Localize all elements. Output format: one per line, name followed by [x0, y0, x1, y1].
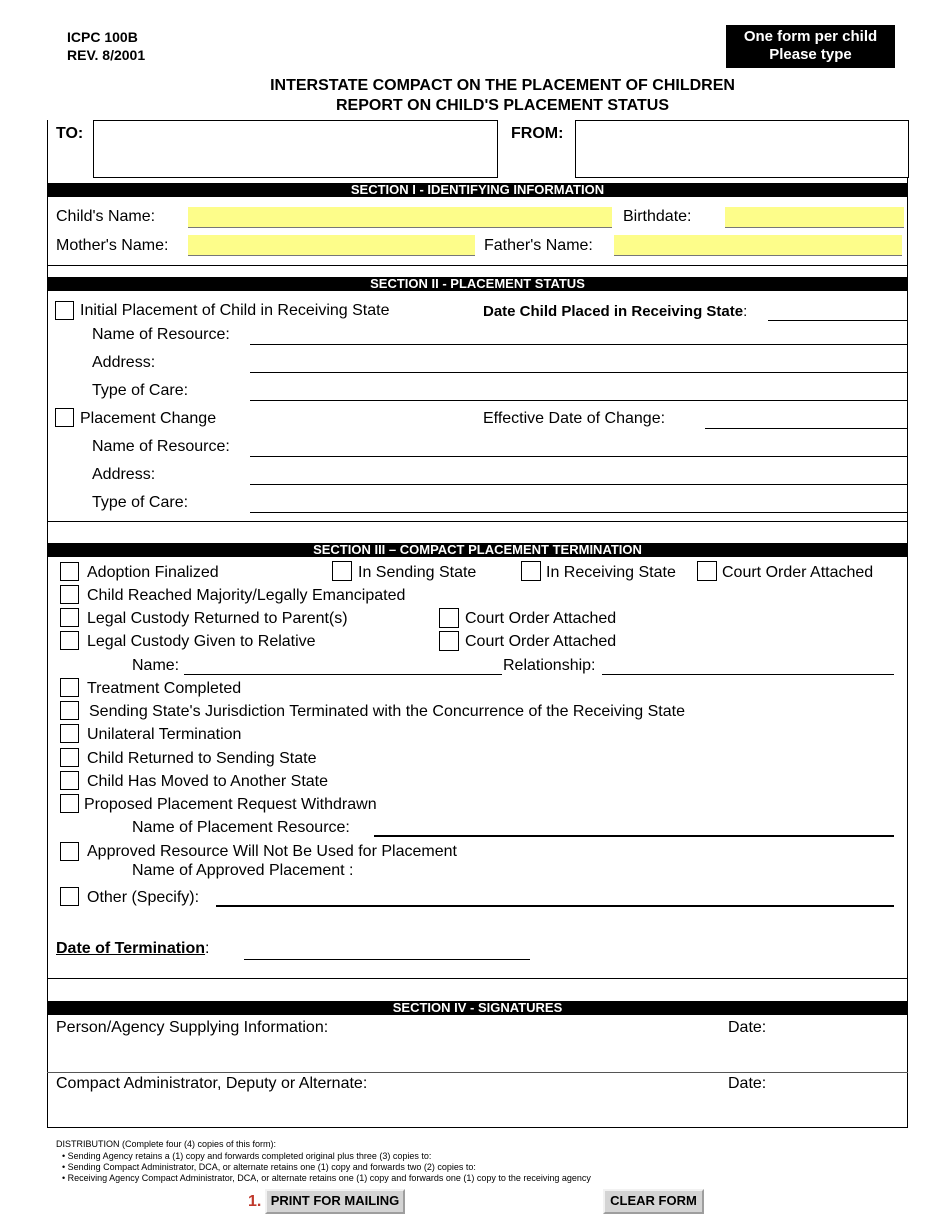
mother-name-field[interactable]	[188, 235, 475, 256]
name-of-resource-label-1: Name of Resource:	[92, 326, 230, 343]
in-receiving-state-label: In Receiving State	[546, 564, 676, 581]
name-of-resource-field-2[interactable]	[250, 438, 907, 457]
frame-right	[907, 178, 908, 1128]
effective-date-field[interactable]	[705, 410, 907, 429]
adoption-court-order-checkbox[interactable]	[697, 561, 717, 581]
name-of-resource-field-1[interactable]	[250, 326, 907, 345]
date-of-termination-wrap	[56, 940, 210, 958]
date-of-termination-label: Date of Termination	[56, 940, 206, 957]
date-placed-label-wrap	[483, 303, 747, 320]
initial-placement-label: Initial Placement of Child in Receiving State	[80, 302, 390, 319]
clear-form-button[interactable]: CLEAR FORM	[603, 1189, 704, 1214]
custody-returned-label: Legal Custody Returned to Parent(s)	[87, 610, 348, 627]
approved-placement-name-label: Name of Approved Placement :	[132, 862, 354, 879]
from-field[interactable]	[575, 120, 909, 178]
person-agency-date-label: Date:	[728, 1019, 767, 1036]
other-specify-label: Other (Specify):	[87, 889, 200, 906]
type-of-care-label-2: Type of Care:	[92, 494, 189, 511]
type-of-care-label-1: Type of Care:	[92, 382, 189, 399]
compact-admin-label: Compact Administrator, Deputy or Alternate:	[56, 1075, 368, 1092]
treatment-completed-label: Treatment Completed	[87, 680, 242, 697]
to-from-divider	[497, 120, 498, 178]
date-of-termination-colon: :	[205, 940, 210, 957]
approved-not-used-checkbox[interactable]	[60, 842, 79, 861]
title-line-2: REPORT ON CHILD'S PLACEMENT STATUS	[336, 97, 669, 114]
distribution-title: DISTRIBUTION (Complete four (4) copies of this form):	[56, 1139, 277, 1149]
compact-admin-signature-area[interactable]	[48, 1073, 907, 1127]
request-withdrawn-label: Proposed Placement Request Withdrawn	[84, 796, 377, 813]
date-placed-field[interactable]	[768, 302, 907, 321]
type-of-care-field-1[interactable]	[250, 382, 907, 401]
relationship-field[interactable]	[602, 657, 894, 675]
custody-relative-court-order-checkbox[interactable]	[439, 631, 459, 651]
frame-left	[47, 120, 48, 1128]
form-id: ICPC 100B	[67, 29, 138, 45]
relationship-label: Relationship:	[503, 657, 596, 674]
treatment-completed-checkbox[interactable]	[60, 678, 79, 697]
birthdate-field[interactable]	[725, 207, 904, 228]
frame-bottom	[47, 1127, 908, 1128]
custody-relative-checkbox[interactable]	[60, 631, 79, 650]
placement-resource-name-field[interactable]	[374, 818, 894, 837]
section-2-header: SECTION II - PLACEMENT STATUS	[47, 277, 908, 291]
type-of-care-field-2[interactable]	[250, 494, 907, 513]
majority-checkbox[interactable]	[60, 585, 79, 604]
initial-placement-checkbox[interactable]	[55, 301, 74, 320]
adoption-finalized-label: Adoption Finalized	[87, 564, 219, 581]
custody-returned-court-order-label: Court Order Attached	[465, 610, 617, 627]
section-1-bottom-rule	[47, 265, 908, 266]
distribution-item-2: • Sending Compact Administrator, DCA, or alternate retains one (1) copy and forwards two (2) copies to:	[62, 1162, 476, 1172]
request-withdrawn-checkbox[interactable]	[60, 794, 79, 813]
section-2-bottom-rule	[47, 521, 908, 522]
person-agency-label: Person/Agency Supplying Information:	[56, 1019, 329, 1036]
custody-relative-court-order-label: Court Order Attached	[465, 633, 617, 650]
compact-admin-date-label: Date:	[728, 1075, 767, 1092]
child-moved-label: Child Has Moved to Another State	[87, 773, 329, 790]
other-specify-field[interactable]	[216, 889, 894, 907]
address-field-1[interactable]	[250, 354, 907, 373]
mother-name-label: Mother's Name:	[56, 237, 169, 254]
placement-change-label: Placement Change	[80, 410, 217, 427]
in-receiving-state-checkbox[interactable]	[521, 561, 541, 581]
child-returned-label: Child Returned to Sending State	[87, 750, 317, 767]
in-sending-state-label: In Sending State	[358, 564, 477, 581]
adoption-court-order-label: Court Order Attached	[722, 564, 874, 581]
custody-relative-label: Legal Custody Given to Relative	[87, 633, 316, 650]
section-1-header: SECTION I - IDENTIFYING INFORMATION	[47, 183, 908, 197]
name-of-resource-label-2: Name of Resource:	[92, 438, 230, 455]
to-field[interactable]	[93, 120, 498, 178]
father-name-label: Father's Name:	[484, 237, 593, 254]
in-sending-state-checkbox[interactable]	[332, 561, 352, 581]
jurisdiction-terminated-label: Sending State's Jurisdiction Terminated with the Concurrence of the Receiving State	[89, 703, 685, 720]
child-returned-checkbox[interactable]	[60, 748, 79, 767]
placement-change-checkbox[interactable]	[55, 408, 74, 427]
print-for-mailing-button[interactable]: PRINT FOR MAILING	[265, 1189, 405, 1214]
majority-label: Child Reached Majority/Legally Emancipated	[87, 587, 406, 604]
effective-date-label: Effective Date of Change:	[483, 410, 666, 427]
address-field-2[interactable]	[250, 466, 907, 485]
relative-name-field[interactable]	[184, 657, 502, 675]
section-3-header: SECTION III – COMPACT PLACEMENT TERMINATION	[47, 543, 908, 557]
custody-returned-checkbox[interactable]	[60, 608, 79, 627]
unilateral-termination-checkbox[interactable]	[60, 724, 79, 743]
custody-returned-court-order-checkbox[interactable]	[439, 608, 459, 628]
to-label: TO:	[56, 125, 84, 142]
jurisdiction-terminated-checkbox[interactable]	[60, 701, 79, 720]
address-label-1: Address:	[92, 354, 156, 371]
form-revision: REV. 8/2001	[67, 47, 146, 63]
step-number: 1.	[248, 1193, 262, 1210]
date-placed-colon: :	[743, 303, 748, 320]
title-line-1: INTERSTATE COMPACT ON THE PLACEMENT OF CHILDREN	[270, 77, 735, 94]
child-moved-checkbox[interactable]	[60, 771, 79, 790]
section-4-header: SECTION IV - SIGNATURES	[47, 1001, 908, 1015]
section-3-bottom-rule	[47, 978, 908, 979]
from-label: FROM:	[511, 125, 564, 142]
notice-box	[726, 25, 895, 68]
distribution-item-3: • Receiving Agency Compact Administrator, DCA, or alternate retains one (1) copy and forwards one (1) copy to the receiving agency	[62, 1173, 591, 1183]
page-title	[150, 76, 855, 116]
child-name-field[interactable]	[188, 207, 612, 228]
date-of-termination-field[interactable]	[244, 941, 530, 960]
relative-name-label: Name:	[132, 657, 180, 674]
address-label-2: Address:	[92, 466, 156, 483]
person-agency-signature-area[interactable]	[48, 1016, 907, 1072]
birthdate-label: Birthdate:	[623, 208, 692, 225]
child-name-label: Child's Name:	[56, 208, 156, 225]
distribution-item-1: • Sending Agency retains a (1) copy and forwards completed original plus three (3) copies to:	[62, 1151, 432, 1161]
notice-line-1: One form per child	[743, 28, 878, 45]
approved-not-used-label: Approved Resource Will Not Be Used for Placement	[87, 843, 457, 860]
adoption-finalized-checkbox[interactable]	[60, 562, 79, 581]
unilateral-termination-label: Unilateral Termination	[87, 726, 242, 743]
notice-line-2: Please type	[769, 46, 852, 63]
date-placed-label: Date Child Placed in Receiving State	[483, 303, 744, 320]
father-name-field[interactable]	[614, 235, 902, 256]
placement-resource-name-label: Name of Placement Resource:	[132, 819, 350, 836]
other-specify-checkbox[interactable]	[60, 887, 79, 906]
